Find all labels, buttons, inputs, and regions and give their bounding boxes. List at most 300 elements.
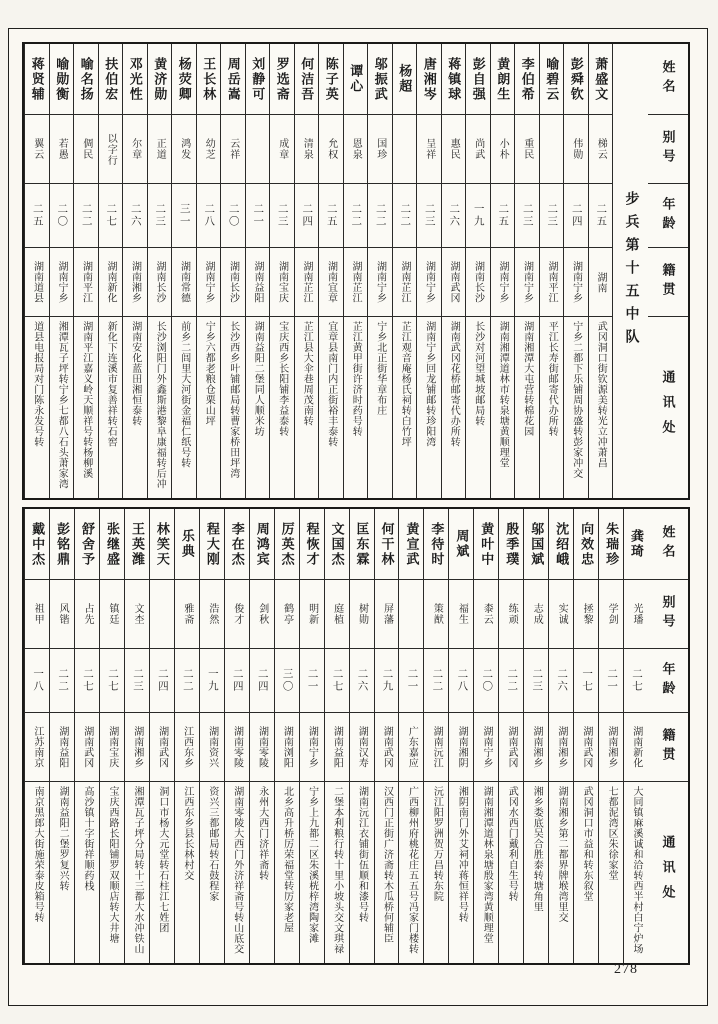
person-name: 喻名扬 [74,44,98,115]
person-column [24,509,49,963]
person-name: 唐湘岑 [417,44,441,115]
person-alias [540,115,564,184]
person-name: 罗选斋 [270,44,294,115]
person-native: 湖南零陵 [250,713,274,782]
person-native: 湖南长沙 [221,248,245,317]
person-alias: 拯黎 [574,580,598,649]
person-name: 向效忠 [574,509,598,580]
person-native: 湖南平江 [74,248,98,317]
person-name: 殷季璞 [499,509,523,580]
person-age: 二〇 [221,184,245,248]
person-alias: 幼芝 [197,115,221,184]
person-address: 武冈洞口市益和转东叙堂 [581,786,593,902]
person-native: 湖南宁乡 [491,248,515,317]
person-column [147,44,172,498]
person-alias: 祖甲 [25,580,49,649]
person-native: 湖南芷江 [393,248,417,317]
person-age: 二三 [524,649,548,713]
person-address: 七都泥湾区朱徐家堂 [606,786,618,881]
person-age: 二一 [599,649,623,713]
person-column [398,509,423,963]
person-native: 江西东乡 [175,713,199,782]
person-column [514,44,539,498]
person-age: 二〇 [474,649,498,713]
person-name: 周鸿宾 [250,509,274,580]
person-native: 湖南湘乡 [599,713,623,782]
person-column [324,509,349,963]
person-alias: 国珍 [368,115,392,184]
person-native: 湖南湘乡 [524,713,548,782]
person-native: 湖南武冈 [150,713,174,782]
person-name: 邬振武 [368,44,392,115]
person-name: 戴中杰 [25,509,49,580]
person-age: 二三 [125,649,149,713]
person-age: 二七 [624,649,648,713]
person-address: 长沙西乡叶铺邮局转曹家桥田坪湾 [227,321,239,479]
person-name: 蒋贤辅 [25,44,49,115]
person-name: 林笑天 [150,509,174,580]
person-address: 武冈水西门戴利自生号转 [506,786,518,902]
person-column [73,44,98,498]
person-name: 周斌 [449,509,473,580]
person-age: 一九 [466,184,490,248]
person-name: 舒舍予 [75,509,99,580]
person-native: 湖南宁乡 [50,248,74,317]
person-age: 二二 [393,184,417,248]
person-alias: 练顽 [499,580,523,649]
person-age: 三〇 [275,649,299,713]
row-label-column [648,44,688,498]
row-label-column [648,509,688,963]
person-native: 湖南湘乡 [125,713,149,782]
person-alias: 福生 [449,580,473,649]
person-alias: 风锴 [50,580,74,649]
person-name: 黄朗生 [491,44,515,115]
person-column [49,44,74,498]
person-address: 宝庆西乡长阳铺李益泰转 [276,321,288,437]
person-name: 李伯希 [515,44,539,115]
person-column [349,509,374,963]
person-alias: 呈祥 [417,115,441,184]
person-name: 乐典 [175,509,199,580]
person-native: 广东嘉应 [399,713,423,782]
person-address: 新化下连溪市复善祥转石窖 [105,321,117,447]
person-age: 二八 [197,184,221,248]
person-native: 湖南 [589,248,613,317]
person-alias: 桼云 [474,580,498,649]
person-column [623,509,648,963]
person-native: 湖南新化 [624,713,648,782]
person-name: 黄宣武 [399,509,423,580]
person-column [465,44,490,498]
person-column [598,509,623,963]
person-column [245,44,270,498]
person-address: 沅江阳罗洲贺万昌转东院 [431,786,443,902]
person-age: 二一 [246,184,270,248]
person-native: 湖南宜章 [319,248,343,317]
person-name: 何洁吾 [295,44,319,115]
person-alias [393,115,417,184]
row-label-native: 籍贯 [648,248,688,317]
person-age: 二二 [74,184,98,248]
person-column [367,44,392,498]
person-native: 湖南宁乡 [474,713,498,782]
person-name: 厉英杰 [275,509,299,580]
row-label-alias: 别号 [648,115,688,184]
person-alias: 允权 [319,115,343,184]
person-name: 李待时 [424,509,448,580]
unit-title: 步兵第十五中队 [612,44,648,498]
person-alias: 梯云 [589,115,613,184]
person-column [224,509,249,963]
person-age: 二二 [424,649,448,713]
person-address: 高沙镇十字街祥顺药栈 [82,786,94,891]
person-native: 湖南湘乡 [123,248,147,317]
person-address: 湘潭瓦子坪分局转十三都大水冲铁山 [131,786,143,954]
person-native: 湖南汉寿 [350,713,374,782]
person-address: 道县电报局对门陈永发号转 [31,321,43,447]
person-address: 资兴三都邮局转石鼓程家 [206,786,218,902]
person-address: 北乡高升桥厉荣福堂转厉家老屋 [281,786,293,933]
person-address: 宁乡六都老粮仓栗山坪 [203,321,215,426]
person-column [523,509,548,963]
person-native: 湖南芷江 [344,248,368,317]
person-age: 二五 [491,184,515,248]
person-address: 湖南零陵大西门外济祥斋号转山底交 [231,786,243,954]
person-age: 二六 [123,184,147,248]
person-name: 喻碧云 [540,44,564,115]
person-alias: 剑秋 [250,580,274,649]
person-age: 二五 [319,184,343,248]
person-age: 二三 [417,184,441,248]
person-address: 大同镇麻溪诚和洽转西半村白宁炉场 [631,786,643,954]
person-column [24,44,49,498]
person-native: 湖南沅江 [424,713,448,782]
person-column [448,509,473,963]
person-column [74,509,99,963]
person-name: 张继盛 [100,509,124,580]
person-address: 芷江观音庵杨氏祠转白竹坪 [399,321,411,447]
person-age: 二〇 [50,184,74,248]
person-age: 二一 [300,649,324,713]
person-alias: 实诚 [549,580,573,649]
person-name: 匡东霖 [350,509,374,580]
person-address: 宁乡上九都二区朱溪桄梓湾陶家滩 [306,786,318,944]
person-address: 湖南湘潭大屯营转棉花园 [521,321,533,437]
roster-table-top [22,42,690,500]
person-address: 宜章县南门内正街裕丰泰转 [325,321,337,447]
person-alias: 镇廷 [100,580,124,649]
person-address: 长沙浏阳门外鑫斯港黎阜康福转后冲 [154,321,166,489]
person-column [441,44,466,498]
person-address: 湖南湘潭道林泉塘殷家湾黄顺理堂 [481,786,493,944]
person-name: 杨荧卿 [172,44,196,115]
person-native: 湖南武冈 [499,713,523,782]
person-address: 江西东乡县长林村交 [181,786,193,881]
person-address: 湖南宁乡回龙铺邮转珍阳湾 [423,321,435,447]
person-alias: 若愚 [50,115,74,184]
person-native: 湖南宝庆 [270,248,294,317]
person-name: 杨超 [393,44,417,115]
person-address: 永州大西门济祥斋转 [256,786,268,881]
person-native: 湖南湘阴 [449,713,473,782]
person-name: 喻勋衡 [50,44,74,115]
person-alias: 策猷 [424,580,448,649]
person-age: 二一 [399,649,423,713]
person-column [149,509,174,963]
row-label-alias: 别号 [648,580,688,649]
person-column [122,44,147,498]
person-age: 二二 [344,184,368,248]
person-native: 湖南芷江 [295,248,319,317]
person-alias: 惠民 [442,115,466,184]
person-name: 彭自强 [466,44,490,115]
person-native: 湖南益阳 [50,713,74,782]
person-column [274,509,299,963]
person-native: 湖南新化 [99,248,123,317]
person-age: 二六 [442,184,466,248]
row-label-native: 籍贯 [648,713,688,782]
person-column [490,44,515,498]
person-alias: 树勋 [350,580,374,649]
person-native: 湖南武冈 [442,248,466,317]
row-label-name: 姓名 [648,44,688,115]
person-column [269,44,294,498]
person-native: 湖南浏阳 [275,713,299,782]
person-age: 一九 [200,649,224,713]
person-alias: 尚武 [466,115,490,184]
person-address: 前乡二闾里大河街金福仁纸号转 [178,321,190,468]
person-alias: 鹤亭 [275,580,299,649]
person-native: 湖南宝庆 [100,713,124,782]
person-age: 二二 [175,649,199,713]
person-column [498,509,523,963]
person-native: 湖南道县 [25,248,49,317]
person-native: 湖南益阳 [246,248,270,317]
person-address: 湖南湘潭道林市转泉塘黄顺理堂 [497,321,509,468]
person-column [220,44,245,498]
person-age: 二二 [368,184,392,248]
person-name: 周岳嵩 [221,44,245,115]
person-column [124,509,149,963]
person-address: 宁乡北正街华章布庄 [374,321,386,416]
person-address: 武冈洞口街钦源美转光立冲萧昌 [595,321,607,468]
row-label-contact: 通讯处 [660,370,676,445]
person-address: 湖南平江嘉义岭天顺祥号转杨柳溪 [80,321,92,479]
person-name: 刘静可 [246,44,270,115]
person-address: 汉西门正街广济斋转木瓜桥何辅臣 [381,786,393,944]
person-age: 二七 [75,649,99,713]
person-native: 湖南长沙 [466,248,490,317]
person-age: 二三 [515,184,539,248]
person-native: 江苏南京 [25,713,49,782]
person-column [539,44,564,498]
person-alias: 屏藩 [375,580,399,649]
person-name: 彭铭鼎 [50,509,74,580]
person-alias: 志成 [524,580,548,649]
person-address: 洞口市杨大元堂转石柱江七姓团 [156,786,168,933]
person-age: 二四 [225,649,249,713]
person-column [423,509,448,963]
person-native: 湖南武冈 [75,713,99,782]
person-native: 湖南资兴 [200,713,224,782]
person-alias: 伟勋 [564,115,588,184]
person-native: 湖南长沙 [148,248,172,317]
person-address: 芷江黄甲街许济时药号转 [350,321,362,437]
person-name: 黄叶中 [474,509,498,580]
person-alias: 文杢 [125,580,149,649]
person-age: 二三 [270,184,294,248]
person-age: 二二 [50,649,74,713]
person-native: 湖南益阳 [325,713,349,782]
person-age: 二七 [100,649,124,713]
row-label-name: 姓名 [648,509,688,580]
person-alias: 倜民 [74,115,98,184]
person-native: 湖南零陵 [225,713,249,782]
person-native: 湖南常德 [172,248,196,317]
person-column [49,509,74,963]
person-age: 一八 [25,649,49,713]
person-alias: 成章 [270,115,294,184]
row-label-age: 年龄 [648,184,688,248]
person-age: 二五 [589,184,613,248]
person-native: 湖南宁乡 [368,248,392,317]
person-age: 二四 [150,649,174,713]
person-column [548,509,573,963]
person-column [473,509,498,963]
person-age: 二九 [375,649,399,713]
person-age: 二七 [99,184,123,248]
person-age: 二四 [250,649,274,713]
person-name: 谭心 [344,44,368,115]
person-column [318,44,343,498]
person-address: 湘潭瓦子坪转宁乡七都八石头萧家湾 [56,321,68,489]
person-name: 朱瑞珍 [599,509,623,580]
person-column [299,509,324,963]
person-age: 二四 [295,184,319,248]
person-column [392,44,417,498]
person-alias: 占先 [75,580,99,649]
person-alias [399,580,423,649]
person-name: 何干林 [375,509,399,580]
row-label-age: 年龄 [648,649,688,713]
person-alias: 翼云 [25,115,49,184]
person-address: 宁乡二都下乐铺周协盛转彭家冲交 [570,321,582,479]
person-address: 广西柳州府桃花庄五五号冯家门楼转 [406,786,418,954]
person-native: 湖南宁乡 [197,248,221,317]
person-native: 湖南武冈 [574,713,598,782]
person-address: 湖南安化蓝田湘恒泰转 [129,321,141,426]
person-native: 湖南宁乡 [417,248,441,317]
person-column [563,44,588,498]
person-alias: 恩泉 [344,115,368,184]
person-column [294,44,319,498]
roster-table-bottom [22,507,690,965]
person-name: 黄济勋 [148,44,172,115]
person-address: 湖南沅江衣铺街伍顺和漆号转 [356,786,368,923]
person-native: 湖南宁乡 [300,713,324,782]
person-address: 长沙对河望城坡邮局转 [472,321,484,426]
person-alias: 浩然 [200,580,224,649]
person-native: 湖南武冈 [375,713,399,782]
person-name: 程恢才 [300,509,324,580]
person-column [199,509,224,963]
person-name: 程大刚 [200,509,224,580]
person-alias: 明新 [300,580,324,649]
person-address: 平江长寿街邮寄代办所转 [546,321,558,437]
person-name: 王英潍 [125,509,149,580]
person-age: 二二 [499,649,523,713]
person-alias: 正道 [148,115,172,184]
person-column [343,44,368,498]
person-column [98,44,123,498]
person-column [416,44,441,498]
person-address: 二堡本利粮行转十里小坡头交文琪禄 [331,786,343,954]
person-address: 南京黑郎大街施荣泰皮箱号转 [32,786,44,923]
person-age: 二三 [148,184,172,248]
person-alias: 雅斋 [175,580,199,649]
person-native: 湖南湘乡 [549,713,573,782]
person-name: 陈子英 [319,44,343,115]
person-age: 二五 [25,184,49,248]
person-age: 二三 [540,184,564,248]
person-alias: 俊才 [225,580,249,649]
person-column [374,509,399,963]
row-label-contact: 通讯处 [660,835,676,910]
person-alias: 重民 [515,115,539,184]
person-address: 湖南武冈花桥邮寄代办所转 [448,321,460,447]
person-alias: 学剑 [599,580,623,649]
person-column [249,509,274,963]
person-age: 二八 [449,649,473,713]
person-alias [246,115,270,184]
person-alias: 小朴 [491,115,515,184]
person-native: 湖南宁乡 [564,248,588,317]
person-alias [150,580,174,649]
page-number: 278 [614,962,638,977]
person-name: 萧盛文 [589,44,613,115]
person-address: 湘阴南门外艾祠冲蒋恒祥号转 [456,786,468,923]
person-age: 二六 [549,649,573,713]
person-age: 一七 [574,649,598,713]
person-address: 湖南湘乡第二都界牌堠湾里交 [556,786,568,923]
person-name: 邓光性 [123,44,147,115]
person-address: 芷江县大伞巷周茂南转 [301,321,313,426]
person-column [99,509,124,963]
person-column [588,44,613,498]
person-native: 湖南宁乡 [515,248,539,317]
person-name: 彭舜钦 [564,44,588,115]
person-name: 扶伯宏 [99,44,123,115]
person-age: 二六 [350,649,374,713]
person-name: 李在杰 [225,509,249,580]
person-alias: 以字行 [99,115,123,184]
person-name: 王长林 [197,44,221,115]
person-name: 龚琦 [624,509,648,580]
person-alias: 光璠 [624,580,648,649]
person-name: 蒋镇球 [442,44,466,115]
person-address: 湖南益阳二堡罗复兴转 [57,786,69,891]
person-alias: 清泉 [295,115,319,184]
person-address: 湘乡娄底吴合胜泰转塘角里 [531,786,543,912]
person-column [174,509,199,963]
person-name: 沈绍峨 [549,509,573,580]
person-age: 三一 [172,184,196,248]
person-address: 湖南益阳二堡同人顺米坊 [252,321,264,437]
person-address: 宝庆西路长阳铺罗双顺店转大井塘 [107,786,118,944]
person-column [573,509,598,963]
person-alias: 鸿发 [172,115,196,184]
